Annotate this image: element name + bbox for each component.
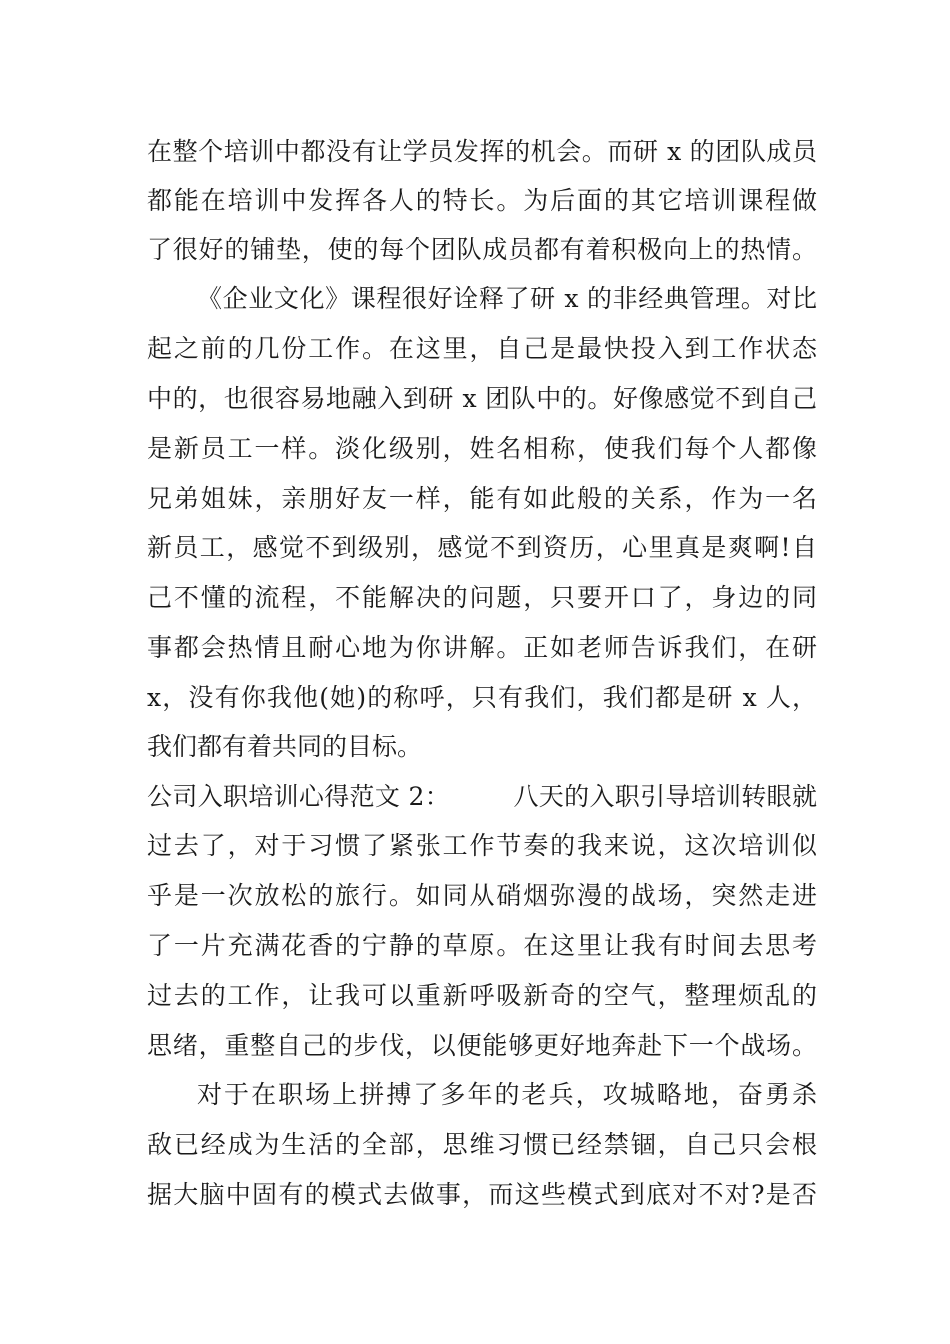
text-line: 敌已经成为生活的全部，思维习惯已经禁锢，自己只会根 — [147, 1130, 817, 1159]
text-line: 思绪，重整自己的步伐，以便能够更好地奔赴下一个战场。 — [147, 1031, 817, 1060]
section-heading-line: 公司入职培训心得范文 2： 八天的入职引导培训转眼就 — [147, 782, 817, 811]
text-line: 是新员工一样。淡化级别，姓名相称，使我们每个人都像 — [147, 434, 817, 463]
text-line: 起之前的几份工作。在这里，自己是最快投入到工作状态 — [147, 334, 817, 363]
text-line: 己不懂的流程，不能解决的问题，只要开口了，身边的同 — [147, 583, 817, 612]
text-line: 都能在培训中发挥各人的特长。为后面的其它培训课程做 — [147, 186, 817, 215]
text-line: 我们都有着共同的目标。 — [147, 732, 423, 761]
text-line: 了一片充满花香的宁静的草原。在这里让我有时间去思考 — [147, 931, 817, 960]
text-line: 据大脑中固有的模式去做事，而这些模式到底对不对?是否 — [147, 1180, 817, 1209]
text-line: 乎是一次放松的旅行。如同从硝烟弥漫的战场，突然走进 — [147, 881, 817, 910]
text-line: 过去的工作，让我可以重新呼吸新奇的空气，整理烦乱的 — [147, 981, 817, 1010]
text-line: 过去了，对于习惯了紧张工作节奏的我来说，这次培训似 — [147, 831, 817, 860]
text-line: 中的，也很容易地融入到研 x 团队中的。好像感觉不到自己 — [147, 384, 817, 413]
text-line: 新员工，感觉不到级别，感觉不到资历，心里真是爽啊!自 — [147, 533, 817, 562]
text-line: x，没有你我他(她)的称呼，只有我们，我们都是研 x 人， — [147, 683, 817, 712]
text-line: 在整个培训中都没有让学员发挥的机会。而研 x 的团队成员 — [147, 137, 817, 166]
text-line: 事都会热情且耐心地为你讲解。正如老师告诉我们，在研 — [147, 633, 817, 662]
text-line: 兄弟姐妹，亲朋好友一样，能有如此般的关系，作为一名 — [147, 484, 817, 513]
paragraph-first-line: 《企业文化》课程很好诠释了研 x 的非经典管理。对比 — [197, 284, 817, 313]
paragraph-first-line: 对于在职场上拼搏了多年的老兵，攻城略地，奋勇杀 — [197, 1080, 817, 1109]
text-line: 了很好的铺垫，使的每个团队成员都有着积极向上的热情。 — [147, 235, 817, 264]
